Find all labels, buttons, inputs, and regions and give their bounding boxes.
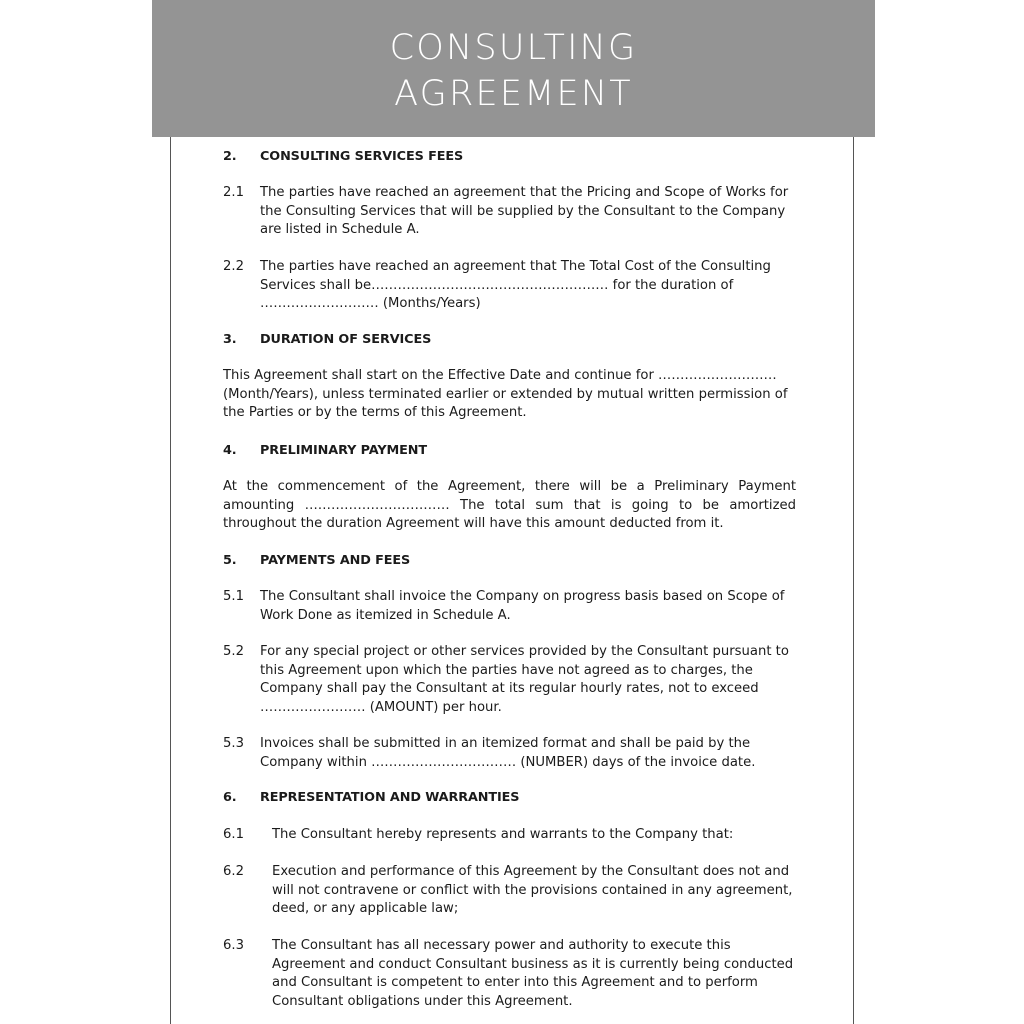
clause-5-2	[223, 643, 796, 718]
section-heading-2	[223, 148, 463, 167]
clause-number-6-1: 6.1	[223, 827, 244, 842]
section-number-2: 2.	[223, 149, 237, 164]
clause-text-5-1: The Consultant shall invoice the Company on progress basis based on Scope of Work Done as itemized in Schedule A.	[260, 589, 785, 623]
clause-text-2-2: The parties have reached an agreement that The Total Cost of the Consulting Services shall be……………………………………………… for the duration of ……………………… (Months/Years)	[260, 259, 771, 312]
section-label-5: PAYMENTS AND FEES	[260, 553, 411, 568]
clause-text-5-2: For any special project or other services provided by the Consultant pursuant to this Agreement upon which the parties have not agreed as to charges, the Company shall pay the Consultant at its regular hourly rates, not to exceed …………………… (AMOUNT) per hour.	[260, 644, 789, 716]
section-heading-6	[223, 789, 519, 808]
clause-5-3	[223, 735, 798, 772]
clause-text-5-3: Invoices shall be submitted in an itemized format and shall be paid by the Company within …………………………… (NUMBER) days of the invoice date.	[260, 736, 756, 770]
document-title-line-1: CONSULTING	[389, 27, 638, 68]
section-label-4: PRELIMINARY PAYMENT	[260, 443, 428, 458]
section-number-6: 6.	[223, 790, 237, 805]
document-title-line-2: AGREEMENT	[394, 73, 633, 114]
document-sheet	[170, 137, 854, 1024]
clause-2-1	[223, 184, 798, 240]
clause-text-6-3: The Consultant has all necessary power and authority to execute this Agreement and conduct Consultant business as it is currently being conducted and Consultant is competent to enter into this Agreement and to perform Consultant obligations under this Agreement.	[272, 938, 794, 1010]
clause-number-5-1: 5.1	[223, 589, 244, 604]
clause-number-5-3: 5.3	[223, 736, 244, 751]
section-label-3: DURATION OF SERVICES	[260, 332, 432, 347]
section-number-3: 3.	[223, 332, 237, 347]
clause-number-5-2: 5.2	[223, 644, 244, 659]
clause-text-6-2: Execution and performance of this Agreement by the Consultant does not and will not contravene or conflict with the provisions contained in any agreement, deed, or any applicable law;	[272, 864, 793, 917]
clause-number-2-1: 2.1	[223, 185, 244, 200]
clause-text-6-1: The Consultant hereby represents and warrants to the Company that:	[272, 827, 734, 842]
section-label-6: REPRESENTATION AND WARRANTIES	[260, 790, 520, 805]
section-heading-4	[223, 442, 427, 461]
section-4-paragraph: At the commencement of the Agreement, there will be a Preliminary Payment amounting …………………………… The total sum that is going to be amortized throughout the duration Agreement will have this amount deducted from it.	[223, 479, 796, 532]
clause-text-2-1: The parties have reached an agreement that the Pricing and Scope of Works for the Consulting Services that will be supplied by the Consultant to the Company are listed in Schedule A.	[260, 185, 789, 238]
document-title-banner	[152, 0, 875, 137]
clause-5-1	[223, 588, 798, 625]
clause-number-2-2: 2.2	[223, 259, 244, 274]
clause-2-2	[223, 258, 781, 314]
clause-6-1	[223, 826, 796, 845]
clause-number-6-3: 6.3	[223, 938, 244, 953]
clause-number-6-2: 6.2	[223, 864, 244, 879]
section-label-2: CONSULTING SERVICES FEES	[260, 149, 464, 164]
clause-6-3	[223, 937, 796, 1012]
section-number-4: 4.	[223, 443, 237, 458]
section-number-5: 5.	[223, 553, 237, 568]
clause-6-2	[223, 863, 796, 919]
section-3-paragraph: This Agreement shall start on the Effective Date and continue for ……………………… (Month/Years), unless terminated earlier or extended by mutual written permission of the Parties or by the terms of this Agreement.	[223, 368, 788, 421]
section-heading-3	[223, 331, 431, 350]
section-heading-5	[223, 552, 410, 571]
